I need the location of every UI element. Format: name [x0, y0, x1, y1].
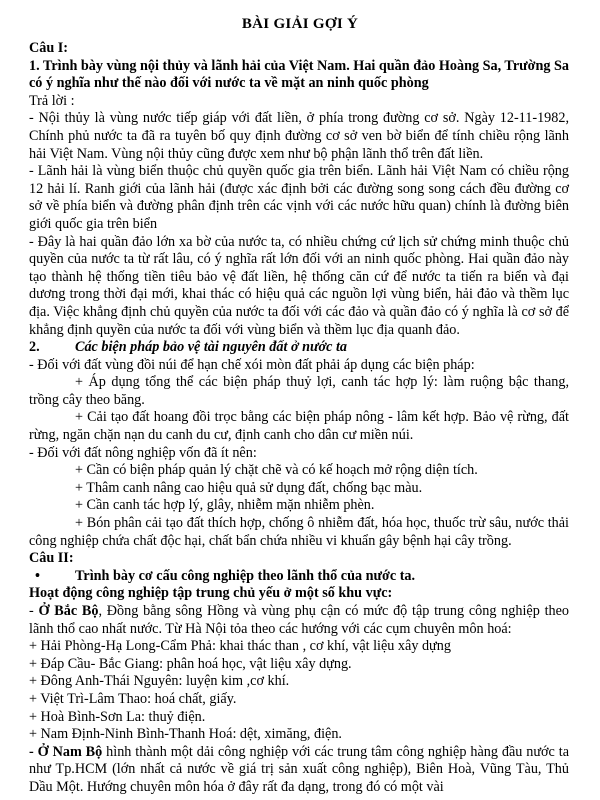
mountain-measure-item: + Cải tạo đất hoang đồi trọc bằng các biện pháp nông - lâm kết hợp. Bảo vệ rừng, đất rừng, ngăn chặn nạn du canh du cư, định canh cho dân cư miền núi. — [29, 409, 569, 444]
page-title: BÀI GIẢI GỢI Ý — [241, 16, 359, 32]
paragraph-inland-waters: - Nội thủy là vùng nước tiếp giáp với đất liền, ở phía trong đường cơ sở. Ngày 12-11-1982, Chính phủ nước ta đã ra tuyên bố quy định đường cơ sở ven bờ biển để tính chiều rộng lãnh hải Việt Nam. Vùng nội thủy cũng được xem như bộ phận lãnh thổ trên đất liền. — [29, 110, 569, 162]
question-2-prompt: Trình bày cơ cấu công nghiệp theo lãnh thổ của nước ta. — [75, 567, 416, 584]
paragraph-north-region — [29, 603, 569, 638]
document-body — [29, 40, 569, 797]
question-1-heading: Câu I: — [29, 40, 69, 56]
industry-subheading: Hoạt động công nghiệp tập trung chủ yếu ở một số khu vực: — [29, 585, 393, 602]
cluster-item: + Việt Trì-Lâm Thao: hoá chất, giấy. — [29, 690, 237, 707]
south-prefix: - — [29, 743, 38, 760]
paragraph-south-region — [29, 744, 569, 797]
south-region-label: Ở Nam Bộ — [37, 743, 103, 760]
cluster-item: + Nam Định-Ninh Bình-Thanh Hoá: dệt, ximăng, điện. — [29, 726, 342, 743]
farm-measure-item: + Thâm canh nâng cao hiệu quả sử dụng đất, chống bạc màu. — [75, 479, 423, 496]
cluster-item: + Hoà Bình-Sơn La: thuỷ điện. — [29, 708, 206, 725]
north-prefix: - — [29, 603, 39, 619]
mountain-measure-item: + Áp dụng tổng thể các biện pháp thuỷ lợi, canh tác hợp lý: làm ruộng bậc thang, trồng cây theo băng. — [29, 374, 569, 408]
paragraph-territorial-sea: - Lãnh hải là vùng biển thuộc chủ quyền quốc gia trên biển. Lãnh hải Việt Nam có chiều rộng 12 hải lí. Ranh giới của lãnh hải (được xác định bởi các đường song song cách đều đường cơ sở về phía biển và đường phân định trên các vịnh với các nước hữu quan) chính là đường biên giới quốc gia trên biển — [29, 163, 569, 232]
part-2-number: 2. — [29, 339, 40, 356]
farm-land-intro: - Đối với đất nông nghiệp vốn đã ít nên: — [29, 444, 257, 461]
cluster-item: + Đáp Cầu- Bắc Giang: phân hoá học, vật liệu xây dựng. — [29, 655, 352, 672]
bullet-icon: • — [35, 567, 40, 584]
answer-label: Trả lời : — [29, 92, 75, 109]
north-region-text: , Đồng bằng sông Hồng và vùng phụ cận có mức độ tập trung công nghiệp theo lãnh thổ cao nhất nước. Từ Hà Nội tỏa theo các hướng với các cụm chuyên môn hoá: — [29, 603, 569, 637]
paragraph-archipelagos: - Đây là hai quần đảo lớn xa bờ của nước ta, có nhiều chứng cứ lịch sử chứng minh thuộc chủ quyền của nước ta từ rất lâu, có ý nghĩa rất lớn đối với an ninh quốc phòng. Hai quần đảo này tạo thành hệ thống tiền tiêu bảo vệ đất liền, hệ thống căn cứ để nước ta tiến ra biển và đại dương trong thời đại mới, khai thác có hiệu quả các nguồn lợi vùng biển, hải đảo và thềm lục địa. Việc khẳng định chủ quyền của nước ta đối với các đảo và quần đảo có ý nghĩa là cơ sở để khẳng định quyền của nước ta đối với vùng biển và thềm lục địa quanh đảo. — [29, 233, 569, 338]
question-1-part-2-heading — [29, 339, 569, 357]
mountain-land-intro: - Đối với đất vùng đồi núi để hạn chế xói mòn đất phải áp dụng các biện pháp: — [29, 356, 475, 373]
farm-measure-item: + Cần có biện pháp quản lý chặt chẽ và có kế hoạch mở rộng diện tích. — [75, 462, 478, 479]
part-2-prompt: Các biện pháp bảo vệ tài nguyên đất ở nước ta — [75, 339, 348, 356]
north-region-label: Ở Bắc Bộ — [38, 603, 99, 619]
question-2-prompt-row — [29, 568, 569, 586]
farm-measure-item: + Cần canh tác hợp lý, glây, nhiễm mặn nhiễm phèn. — [75, 497, 375, 514]
cluster-item: + Đông Anh-Thái Nguyên: luyện kim ,cơ khí. — [29, 673, 290, 690]
farm-measure-item: + Bón phân cải tạo đất thích hợp, chống ô nhiễm đất, hóa học, thuốc trừ sâu, nước thải công nghiệp chứa chất độc hại, chất bẩn chứa nhiều vi khuẩn gây bệnh hại cây trồng. — [29, 515, 569, 549]
south-region-text: hình thành một dải công nghiệp với các trung tâm công nghiệp hàng đầu nước ta như Tp.HCM (lớn nhất cả nước về giá trị sản xuất công nghiệp), Biên Hoà, Vũng Tàu, Thủ Dầu Một. Hướng chuyên môn hóa ở đây rất đa dạng, trong đó có một vài — [29, 743, 570, 795]
cluster-item: + Hải Phòng-Hạ Long-Cẩm Phả: khai thác than , cơ khí, vật liệu xây dựng — [29, 638, 451, 655]
question-1-part-1-prompt: 1. Trình bày vùng nội thủy và lãnh hải của Việt Nam. Hai quần đảo Hoàng Sa, Trường Sa có ý nghĩa như thế nào đối với nước ta về mặt an ninh quốc phòng — [29, 57, 570, 92]
question-2-heading: Câu II: — [29, 550, 74, 567]
